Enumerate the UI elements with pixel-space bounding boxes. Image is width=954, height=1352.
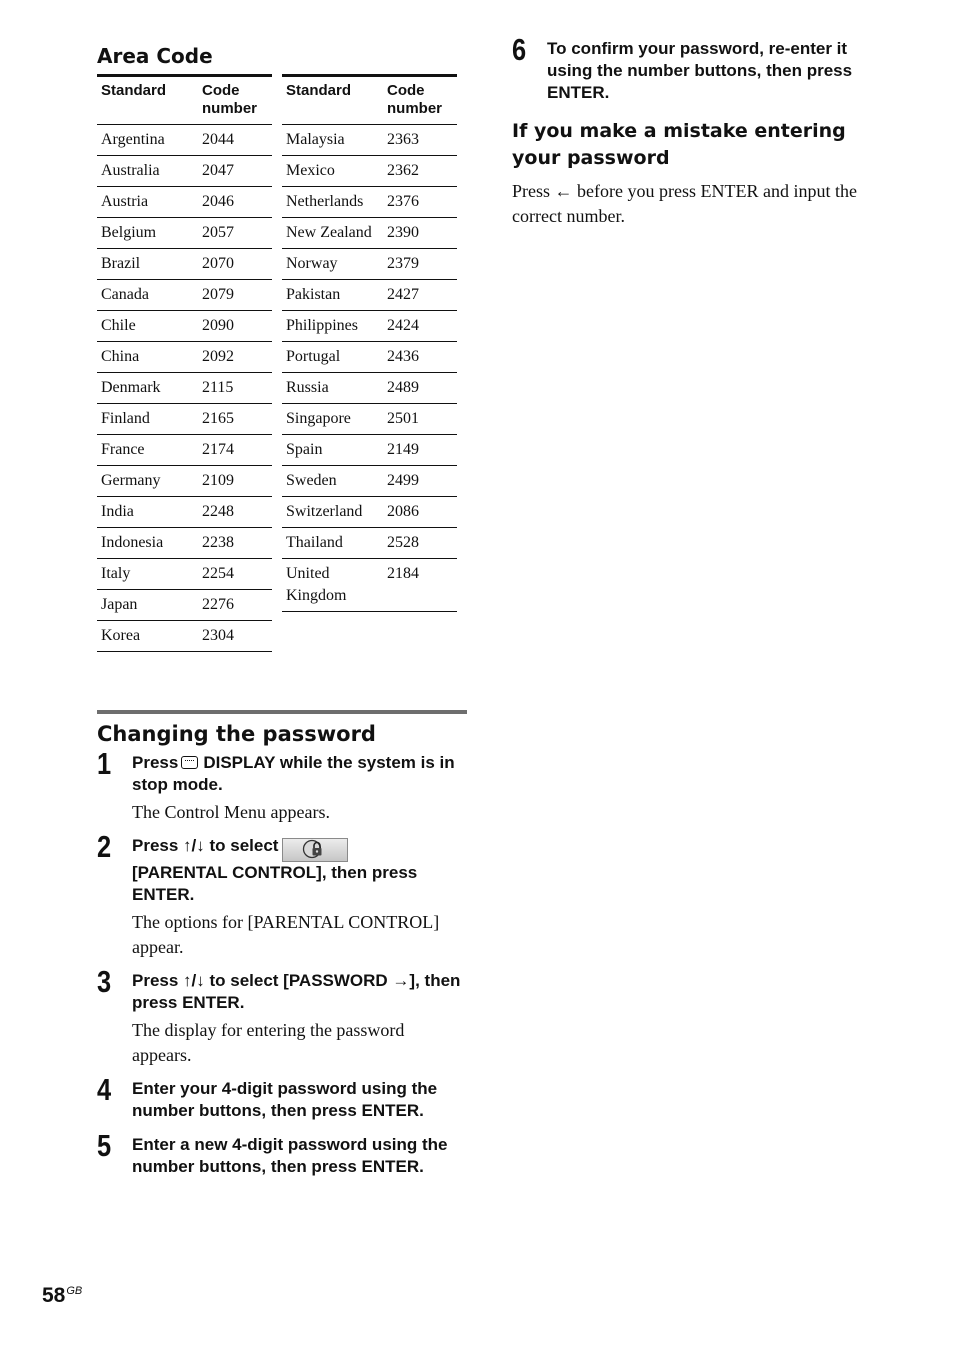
table-row — [97, 404, 272, 435]
table-row — [282, 218, 457, 249]
table-row — [97, 590, 272, 621]
step-number: 1 — [97, 746, 112, 781]
section-rule — [97, 710, 467, 714]
code-cell: 2362 — [383, 156, 457, 187]
code-cell: 2390 — [383, 218, 457, 249]
country-cell: China — [97, 342, 198, 373]
step-note: The display for entering the password appears. — [132, 1020, 405, 1065]
table-row — [97, 342, 272, 373]
table-row — [282, 373, 457, 404]
code-cell: 2086 — [383, 497, 457, 528]
code-cell: 2248 — [198, 497, 272, 528]
country-cell: Philippines — [282, 311, 383, 342]
code-cell: 2379 — [383, 249, 457, 280]
code-cell: 2109 — [198, 466, 272, 497]
step-number: 3 — [97, 964, 112, 999]
country-cell: Spain — [282, 435, 383, 466]
table-row — [282, 404, 457, 435]
table-row — [282, 311, 457, 342]
country-cell: Germany — [97, 466, 198, 497]
step-4 — [97, 1072, 467, 1122]
code-cell: 2070 — [198, 249, 272, 280]
table-row — [97, 218, 272, 249]
code-cell: 2092 — [198, 342, 272, 373]
area-code-table-right — [282, 74, 457, 612]
table-row — [282, 559, 457, 612]
col-standard-header: Standard — [282, 76, 383, 125]
code-cell: 2165 — [198, 404, 272, 435]
step-6 — [512, 32, 884, 104]
code-cell: 2254 — [198, 559, 272, 590]
area-code-table-left — [97, 74, 272, 652]
step-number: 2 — [97, 829, 112, 864]
country-cell: Mexico — [282, 156, 383, 187]
table-row — [97, 249, 272, 280]
table-row — [97, 280, 272, 311]
country-cell: New Zealand — [282, 218, 383, 249]
table-row — [282, 435, 457, 466]
country-cell: Sweden — [282, 466, 383, 497]
table-row — [282, 280, 457, 311]
changing-password-heading: Changing the password — [97, 722, 376, 746]
country-cell: Malaysia — [282, 125, 383, 156]
table-row — [282, 497, 457, 528]
table-row — [97, 187, 272, 218]
table-row — [97, 497, 272, 528]
table-row — [97, 528, 272, 559]
table-row — [97, 156, 272, 187]
code-cell: 2149 — [383, 435, 457, 466]
col-code-header: Code number — [383, 76, 457, 125]
code-cell: 2436 — [383, 342, 457, 373]
country-cell: Chile — [97, 311, 198, 342]
step-instruction: Enter your 4-digit password using the number buttons, then press ENTER. — [132, 1079, 438, 1120]
mistake-text: Press ← before you press ENTER and input the correct number. — [512, 181, 857, 226]
right-column — [512, 32, 884, 229]
country-cell: Japan — [97, 590, 198, 621]
country-cell: Portugal — [282, 342, 383, 373]
code-cell: 2184 — [383, 559, 457, 612]
step-instruction: Press ↑/↓ to select [PASSWORD →], then press ENTER. — [132, 971, 461, 1012]
step-instruction — [132, 835, 467, 906]
table-row — [97, 559, 272, 590]
table-row — [97, 466, 272, 497]
code-cell: 2501 — [383, 404, 457, 435]
code-cell: 2057 — [198, 218, 272, 249]
code-cell: 2363 — [383, 125, 457, 156]
code-cell: 2044 — [198, 125, 272, 156]
country-cell: Switzerland — [282, 497, 383, 528]
country-cell: Australia — [97, 156, 198, 187]
table-header-row — [97, 76, 272, 125]
code-cell: 2276 — [198, 590, 272, 621]
table-row — [282, 249, 457, 280]
step-note: The Control Menu appears. — [132, 802, 330, 822]
code-cell: 2115 — [198, 373, 272, 404]
country-cell: Italy — [97, 559, 198, 590]
country-cell: Norway — [282, 249, 383, 280]
step-2 — [97, 829, 467, 960]
country-cell: Argentina — [97, 125, 198, 156]
col-standard-header: Standard — [97, 76, 198, 125]
page-number-suffix: GB — [66, 1285, 83, 1297]
changing-password-section — [97, 710, 467, 1178]
country-cell: Pakistan — [282, 280, 383, 311]
step-number: 6 — [512, 32, 527, 67]
step-text-post: DISPLAY while the system is in stop mode. — [132, 753, 455, 794]
step-note: The options for [PARENTAL CONTROL] appear. — [132, 912, 440, 957]
step-instruction: To confirm your password, re-enter it using the number buttons, then press ENTER. — [547, 39, 853, 102]
country-cell: India — [97, 497, 198, 528]
table-row — [282, 342, 457, 373]
step-3 — [97, 964, 467, 1068]
code-cell: 2238 — [198, 528, 272, 559]
step-text-post: [PARENTAL CONTROL], then press ENTER. — [132, 863, 418, 904]
code-cell: 2046 — [198, 187, 272, 218]
step-number: 4 — [97, 1072, 112, 1107]
code-cell: 2489 — [383, 373, 457, 404]
table-row — [97, 435, 272, 466]
mistake-heading: If you make a mistake entering your password — [512, 120, 846, 169]
lock-icon — [282, 838, 348, 862]
display-icon — [181, 756, 198, 769]
table-row — [282, 156, 457, 187]
table-header-row — [282, 76, 457, 125]
page-number-value: 58 — [42, 1284, 66, 1307]
step-5 — [97, 1128, 467, 1178]
country-cell: Denmark — [97, 373, 198, 404]
table-row — [282, 528, 457, 559]
step-instruction: Enter a new 4-digit password using the number buttons, then press ENTER. — [132, 1135, 448, 1176]
code-cell: 2376 — [383, 187, 457, 218]
country-cell: Canada — [97, 280, 198, 311]
country-cell: Thailand — [282, 528, 383, 559]
table-row — [282, 466, 457, 497]
col-code-header: Code number — [198, 76, 272, 125]
country-cell: United Kingdom — [282, 559, 383, 612]
country-cell: Netherlands — [282, 187, 383, 218]
code-cell: 2304 — [198, 621, 272, 652]
code-cell: 2499 — [383, 466, 457, 497]
table-row — [282, 187, 457, 218]
country-cell: Korea — [97, 621, 198, 652]
country-cell: Brazil — [97, 249, 198, 280]
step-text-pre: Press — [132, 753, 179, 772]
table-row — [282, 125, 457, 156]
area-code-heading: Area Code — [97, 44, 213, 68]
page-number — [42, 1284, 82, 1308]
country-cell: Russia — [282, 373, 383, 404]
step-1 — [97, 746, 467, 825]
country-cell: Finland — [97, 404, 198, 435]
code-cell: 2047 — [198, 156, 272, 187]
code-cell: 2174 — [198, 435, 272, 466]
table-row — [97, 125, 272, 156]
table-row — [97, 311, 272, 342]
code-cell: 2424 — [383, 311, 457, 342]
step-instruction — [132, 752, 467, 796]
table-row — [97, 621, 272, 652]
code-cell: 2079 — [198, 280, 272, 311]
country-cell: France — [97, 435, 198, 466]
country-cell: Singapore — [282, 404, 383, 435]
country-cell: Indonesia — [97, 528, 198, 559]
code-cell: 2528 — [383, 528, 457, 559]
code-cell: 2090 — [198, 311, 272, 342]
country-cell: Belgium — [97, 218, 198, 249]
country-cell: Austria — [97, 187, 198, 218]
code-cell: 2427 — [383, 280, 457, 311]
table-row — [97, 373, 272, 404]
step-number: 5 — [97, 1128, 112, 1163]
step-text-pre: Press ↑/↓ to select — [132, 836, 279, 855]
